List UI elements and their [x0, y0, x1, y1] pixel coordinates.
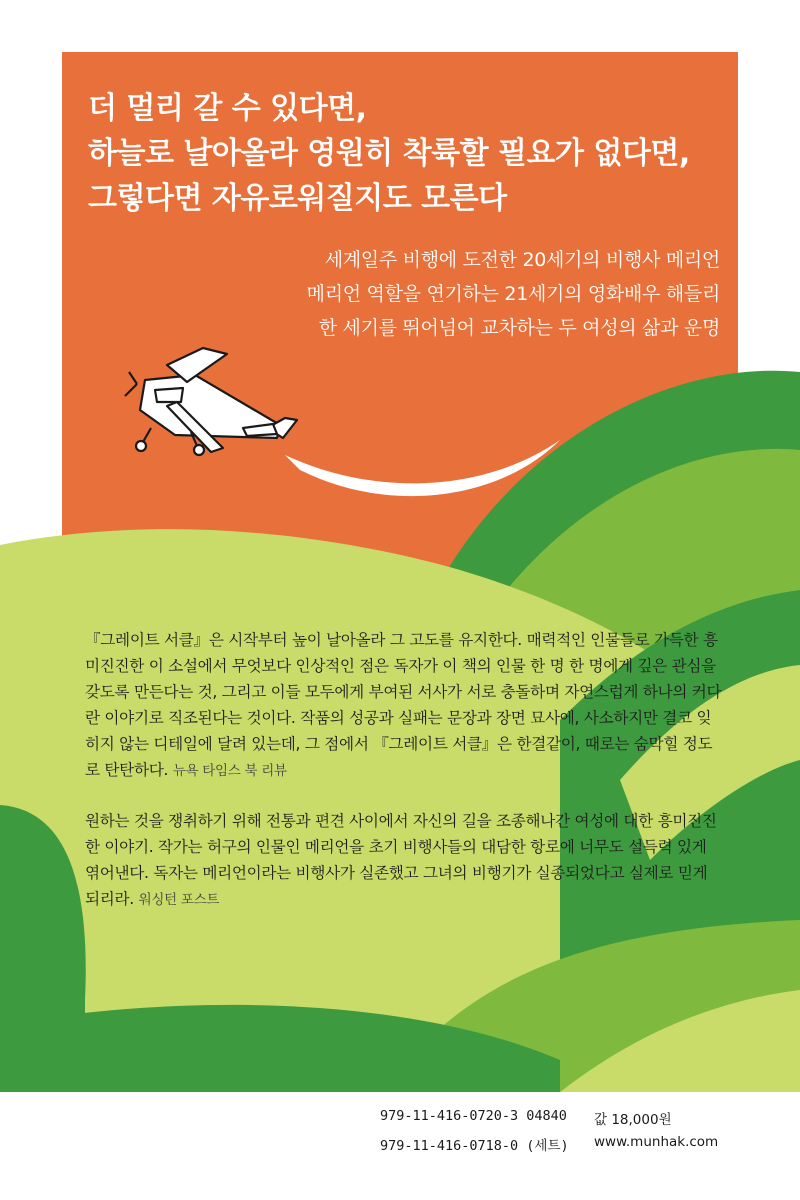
headline	[88, 86, 768, 221]
review-wapo	[85, 808, 725, 913]
review-wapo-text: 원하는 것을 쟁취하기 위해 전통과 편견 사이에서 자신의 길을 조종해나간 여성에 대한 흥미진진한 이야기. 작가는 허구의 인물인 메리언을 초기 비행사들의 대담한 항로에 너무도 설득력 있게 엮어낸다. 독자는 메리언이라는 비행사가 실존했고 그녀의 비행기가 실종되었다고 실제로 믿게 되리라.	[85, 812, 717, 908]
review-nyt-source: 뉴욕 타임스 북 리뷰	[172, 763, 287, 779]
review-wapo-source: 워싱턴 포스트	[138, 892, 220, 908]
price: 값 18,000원	[594, 1112, 672, 1128]
review-nyt-text: 『그레이트 서클』은 시작부터 높이 날아올라 그 고도를 유지한다. 매력적인 인물들로 가득한 흥미진진한 이 소설에서 무엇보다 인상적인 점은 독자가 이 책의 인물 한 명 한 명에게 깊은 관심을 갖도록 만든다는 것, 그리고 이들 모두에게 부여된 서사가 서로 충돌하며 자연스럽게 하나의 커다란 이야기로 직조된다는 것이다. 작품의 성공과 실패는 문장과 장면 묘사에, 사소하지만 결코 잊히지 않는 디테일에 달려 있는데, 그 점에서 『그레이트 서클』은 한결같이, 때로는 숨막힐 정도로 탄탄하다.	[85, 631, 722, 779]
barcode-panel	[62, 1092, 738, 1200]
subheadline-line-2: 메리언 역할을 연기하는 21세기의 영화배우 해들리	[306, 283, 720, 305]
subheadline-line-3: 한 세기를 뛰어넘어 교차하는 두 여성의 삶과 운명	[318, 317, 720, 339]
review-nyt	[85, 627, 725, 784]
isbn-main: 979-11-416-0720-3 04840	[380, 1108, 567, 1124]
headline-line-2: 하늘로 날아올라 영원히 착륙할 필요가 없다면,	[88, 136, 690, 171]
subheadline	[200, 243, 720, 345]
headline-line-3: 그렇다면 자유로워질지도 모른다	[88, 181, 507, 216]
isbn-set: 979-11-416-0718-0 (세트)	[380, 1138, 569, 1154]
subheadline-line-1: 세계일주 비행에 도전한 20세기의 비행사 메리언	[324, 249, 720, 271]
headline-line-1: 더 멀리 갈 수 있다면,	[88, 91, 367, 126]
website: www.munhak.com	[594, 1134, 719, 1150]
